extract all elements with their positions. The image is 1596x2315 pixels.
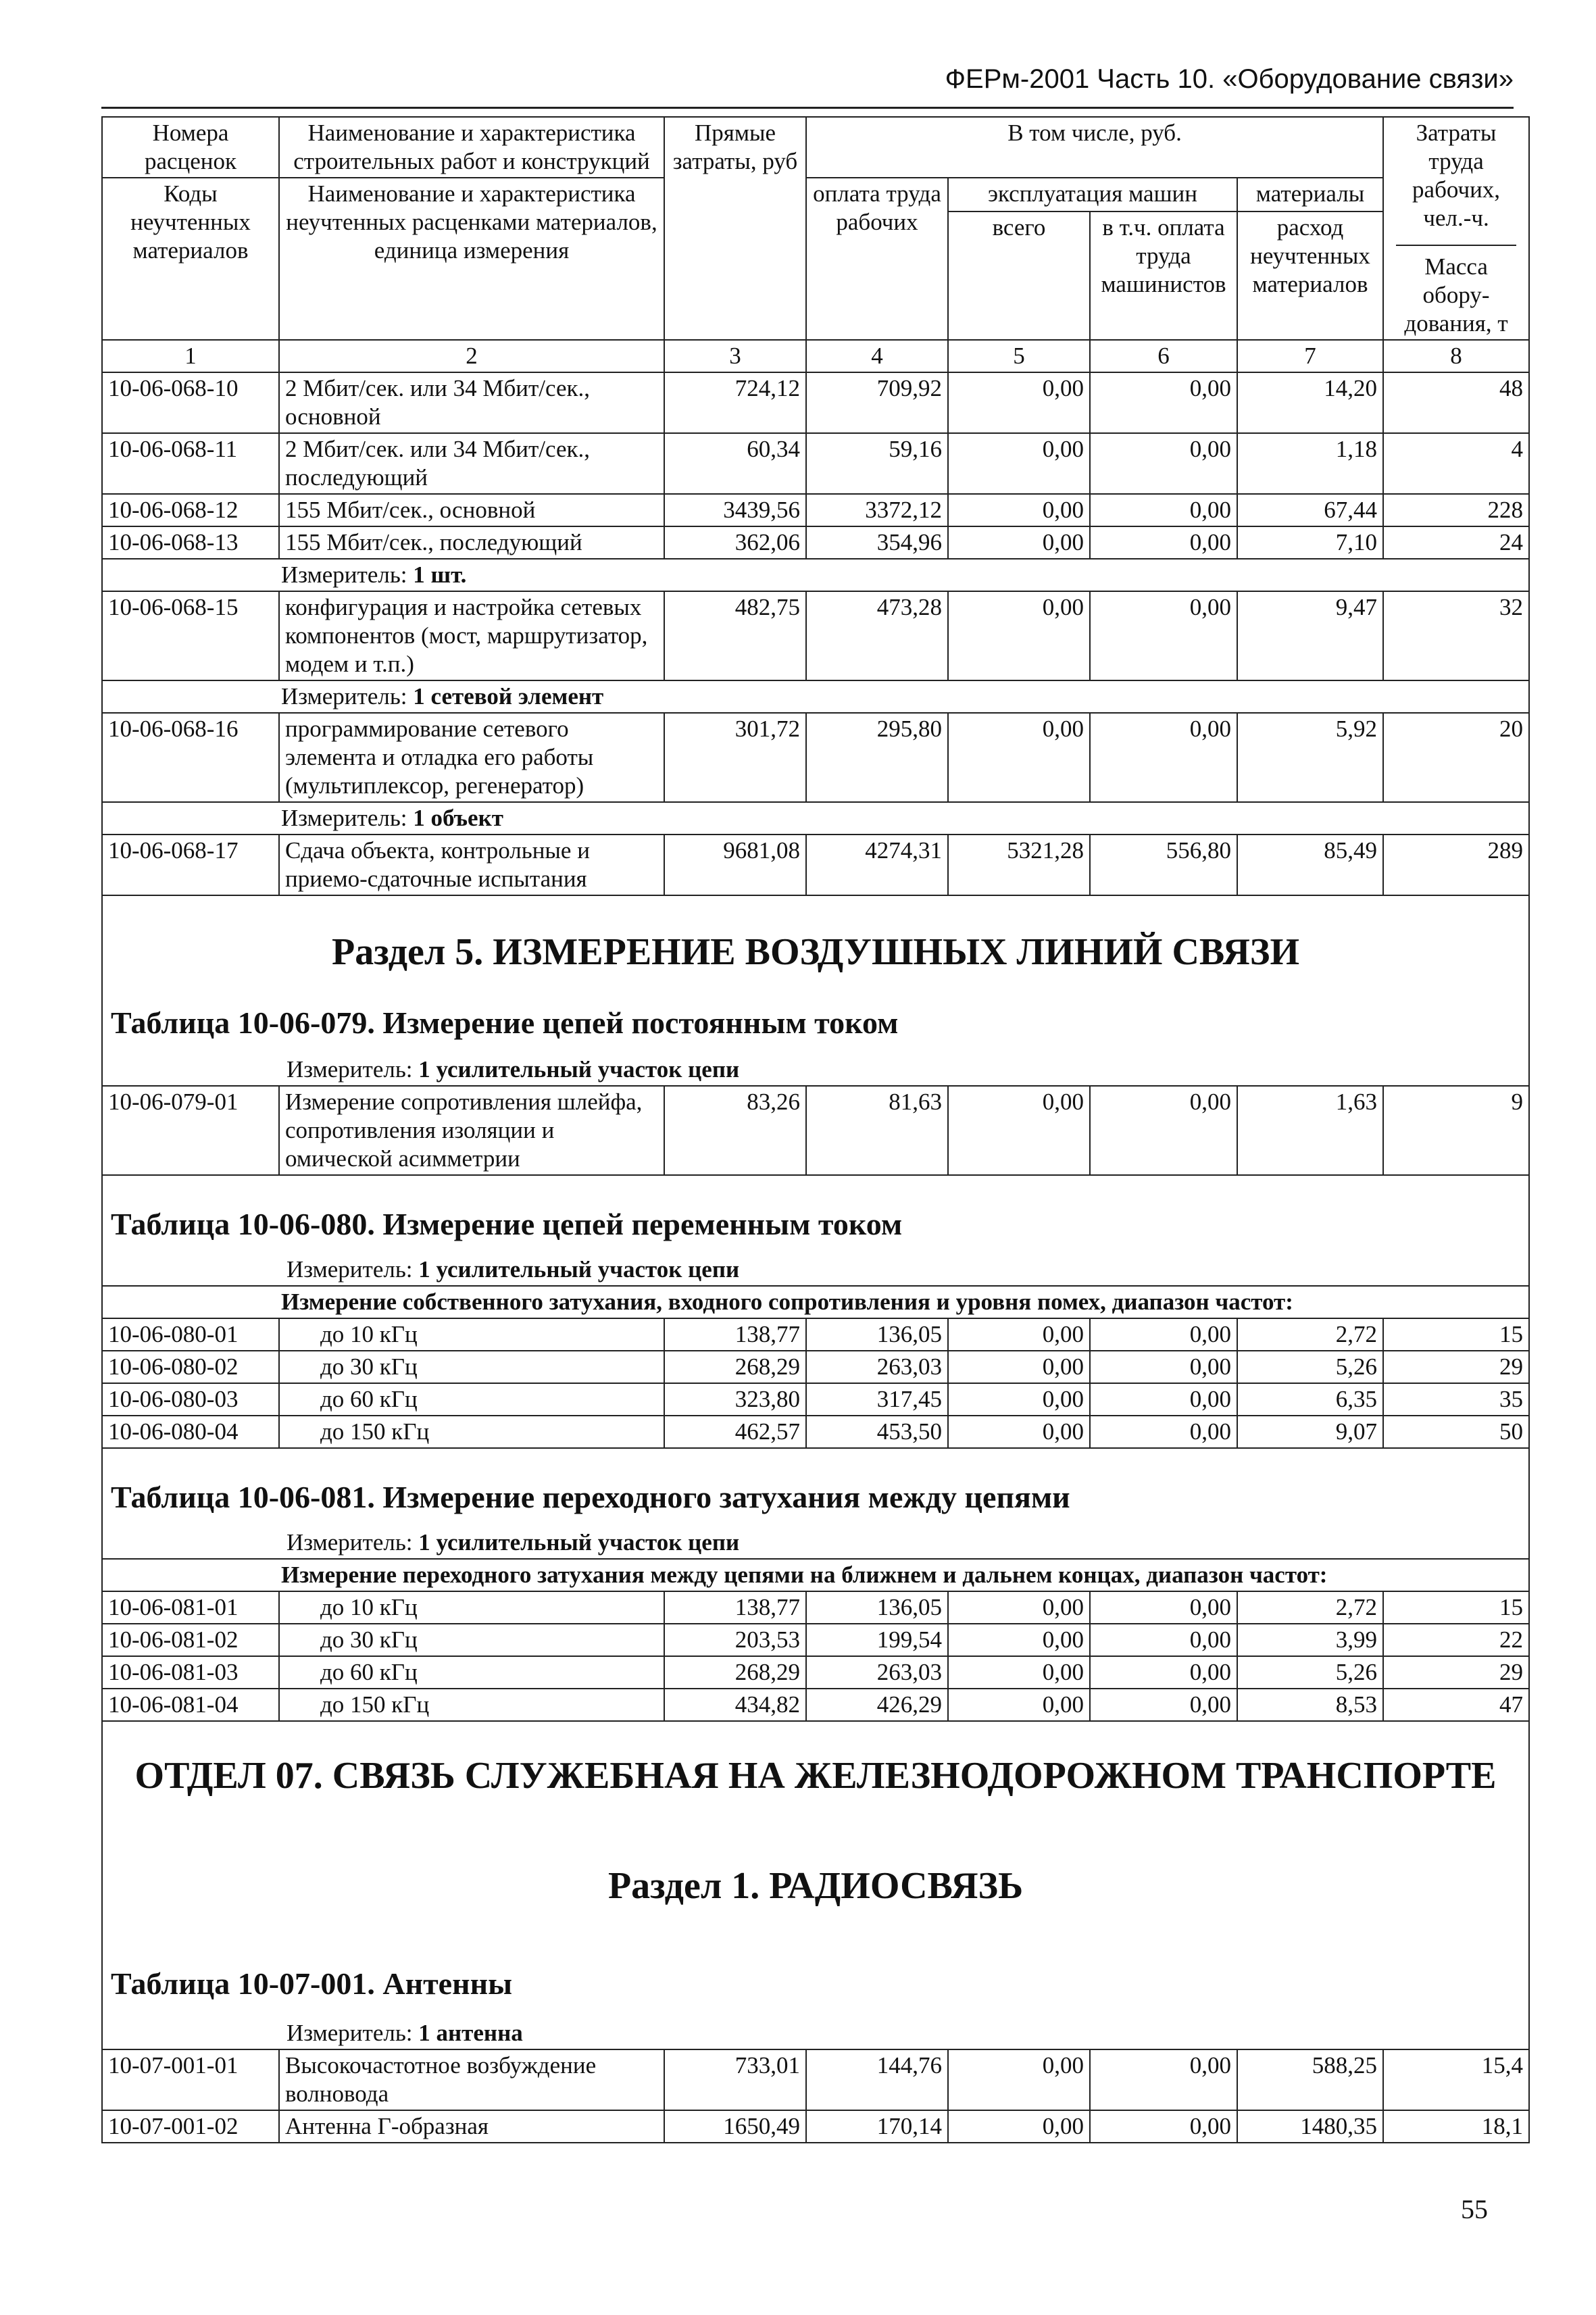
running-head: ФЕРм-2001 Часть 10. «Оборудование связи» — [101, 59, 1514, 109]
machinists-pay: 556,80 — [1090, 835, 1237, 895]
materials-cost: 7,10 — [1237, 526, 1383, 559]
labor-hours: 32 — [1383, 591, 1529, 680]
header-equipment-mass: Масса обору-дования, т — [1404, 253, 1508, 337]
measure-unit-row — [102, 680, 1529, 713]
measure-unit-value: 1 усилительный участок цепи — [418, 1256, 740, 1283]
labor-hours: 24 — [1383, 526, 1529, 559]
measure-unit-label: Измеритель: — [286, 2020, 413, 2046]
rate-code: 10-06-080-03 — [102, 1383, 279, 1416]
table-row — [102, 372, 1529, 433]
table-079-title: Таблица 10-06-079. Измерение цепей постоянным током — [111, 1005, 899, 1040]
page-number: 55 — [1461, 2194, 1488, 2224]
direct-costs: 138,77 — [664, 1591, 806, 1624]
labor-hours: 18,1 — [1383, 2110, 1529, 2143]
labor-pay: 263,03 — [806, 1656, 948, 1689]
machines-total: 0,00 — [948, 1086, 1090, 1175]
direct-costs: 482,75 — [664, 591, 806, 680]
machines-total: 0,00 — [948, 2049, 1090, 2110]
column-number: 8 — [1383, 340, 1529, 372]
group-row — [102, 1559, 1529, 1591]
machines-total: 0,00 — [948, 433, 1090, 494]
measure-unit-value: 1 шт. — [413, 562, 467, 588]
table-row — [102, 433, 1529, 494]
header-materials-usage: расход неучтенных материалов — [1237, 211, 1383, 340]
measure-unit-label: Измеритель: — [281, 805, 407, 831]
direct-costs: 83,26 — [664, 1086, 806, 1175]
labor-hours: 9 — [1383, 1086, 1529, 1175]
materials-cost: 9,07 — [1237, 1416, 1383, 1448]
labor-pay: 136,05 — [806, 1591, 948, 1624]
machines-total: 0,00 — [948, 2110, 1090, 2143]
labor-pay: 473,28 — [806, 591, 948, 680]
group-heading: Измерение переходного затухания между цепями на ближнем и дальнем концах, диапазон частот: — [102, 1559, 1529, 1591]
labor-pay: 144,76 — [806, 2049, 948, 2110]
rates-table-container — [101, 116, 1528, 2143]
machines-total: 5321,28 — [948, 835, 1090, 895]
machinists-pay: 0,00 — [1090, 713, 1237, 802]
direct-costs: 323,80 — [664, 1383, 806, 1416]
measure-unit — [108, 1528, 1523, 1557]
rate-code: 10-06-068-10 — [102, 372, 279, 433]
materials-cost: 3,99 — [1237, 1624, 1383, 1656]
labor-pay: 199,54 — [806, 1624, 948, 1656]
rate-code: 10-06-080-02 — [102, 1351, 279, 1383]
machinists-pay: 0,00 — [1090, 1383, 1237, 1416]
materials-cost: 14,20 — [1237, 372, 1383, 433]
machinists-pay: 0,00 — [1090, 1689, 1237, 1721]
materials-cost: 5,92 — [1237, 713, 1383, 802]
direct-costs: 268,29 — [664, 1656, 806, 1689]
labor-pay: 136,05 — [806, 1318, 948, 1351]
column-number: 2 — [279, 340, 664, 372]
labor-hours: 289 — [1383, 835, 1529, 895]
header-group-total: В том числе, руб. — [806, 117, 1383, 178]
direct-costs: 301,72 — [664, 713, 806, 802]
section-block — [102, 895, 1529, 1086]
labor-hours: 50 — [1383, 1416, 1529, 1448]
rate-code: 10-07-001-01 — [102, 2049, 279, 2110]
table-row — [102, 1656, 1529, 1689]
spacer — [108, 2004, 1523, 2019]
column-number: 4 — [806, 340, 948, 372]
spacer — [108, 1723, 1523, 1750]
measure-unit — [108, 1055, 1523, 1084]
measure-unit-row — [102, 559, 1529, 591]
measure-unit — [108, 1255, 1523, 1284]
rate-name: до 150 кГц — [279, 1416, 664, 1448]
labor-hours: 15,4 — [1383, 2049, 1529, 2110]
labor-pay: 4274,31 — [806, 835, 948, 895]
section-block — [102, 1721, 1529, 2049]
rate-name: Сдача объекта, контрольные и приемо-сдаточные испытания — [279, 835, 664, 895]
machinists-pay: 0,00 — [1090, 2049, 1237, 2110]
rate-name: до 60 кГц — [279, 1656, 664, 1689]
machines-total: 0,00 — [948, 1383, 1090, 1416]
header-direct-costs: Прямые затраты, руб — [664, 117, 806, 340]
table-row — [102, 494, 1529, 526]
rate-code: 10-06-068-11 — [102, 433, 279, 494]
materials-cost: 85,49 — [1237, 835, 1383, 895]
rate-code: 10-06-080-01 — [102, 1318, 279, 1351]
rate-name: до 10 кГц — [279, 1318, 664, 1351]
rate-name: до 150 кГц — [279, 1689, 664, 1721]
group-row — [102, 1286, 1529, 1318]
rate-name: 2 Мбит/сек. или 34 Мбит/сек., последующий — [279, 433, 664, 494]
labor-pay: 170,14 — [806, 2110, 948, 2143]
rate-name: Измерение сопротивления шлейфа, сопротивления изоляции и омической асимметрии — [279, 1086, 664, 1175]
table-row — [102, 526, 1529, 559]
table-row — [102, 1624, 1529, 1656]
measure-unit-value: 1 сетевой элемент — [413, 683, 604, 710]
measure-unit — [102, 802, 1529, 835]
materials-cost: 1,18 — [1237, 433, 1383, 494]
rate-code: 10-06-068-12 — [102, 494, 279, 526]
section-block-cell — [102, 1721, 1529, 2049]
machinists-pay: 0,00 — [1090, 591, 1237, 680]
column-number: 1 — [102, 340, 279, 372]
table-row — [102, 1351, 1529, 1383]
rate-name: конфигурация и настройка сетевых компонентов (мост, маршрутизатор, модем и т.п.) — [279, 591, 664, 680]
machines-total: 0,00 — [948, 1689, 1090, 1721]
rate-name: 155 Мбит/сек., последующий — [279, 526, 664, 559]
table-081-title: Таблица 10-06-081. Измерение переходного затухания между цепями — [111, 1480, 1070, 1514]
spacer — [108, 1518, 1523, 1528]
rate-name: 155 Мбит/сек., основной — [279, 494, 664, 526]
labor-pay: 81,63 — [806, 1086, 948, 1175]
machinists-pay: 0,00 — [1090, 1624, 1237, 1656]
machines-total: 0,00 — [948, 1591, 1090, 1624]
labor-pay: 354,96 — [806, 526, 948, 559]
machinists-pay: 0,00 — [1090, 372, 1237, 433]
column-number: 5 — [948, 340, 1090, 372]
header-group-materials: материалы — [1237, 178, 1383, 211]
rate-name: до 10 кГц — [279, 1591, 664, 1624]
labor-hours: 29 — [1383, 1656, 1529, 1689]
direct-costs: 1650,49 — [664, 2110, 806, 2143]
section-1-title: Раздел 1. РАДИОСВЯЗЬ — [607, 1865, 1024, 1907]
rate-code: 10-06-081-03 — [102, 1656, 279, 1689]
section-block — [102, 1448, 1529, 1559]
rates-table — [101, 116, 1530, 2143]
table-row — [102, 1318, 1529, 1351]
measure-unit-label: Измеритель: — [281, 683, 407, 710]
measure-unit-label: Измеритель: — [286, 1529, 413, 1555]
measure-unit-label: Измеритель: — [286, 1056, 413, 1082]
direct-costs: 138,77 — [664, 1318, 806, 1351]
machines-total: 0,00 — [948, 494, 1090, 526]
materials-cost: 67,44 — [1237, 494, 1383, 526]
table-row — [102, 1591, 1529, 1624]
materials-cost: 5,26 — [1237, 1351, 1383, 1383]
materials-cost: 8,53 — [1237, 1689, 1383, 1721]
measure-unit — [108, 2019, 1523, 2047]
labor-pay: 3372,12 — [806, 494, 948, 526]
section-5-title: Раздел 5. ИЗМЕРЕНИЕ ВОЗДУШНЫХ ЛИНИЙ СВЯЗИ — [332, 931, 1300, 973]
header-machines-total: всего — [948, 211, 1090, 340]
spacer — [108, 1450, 1523, 1477]
header-group-machines: эксплуатация машин — [948, 178, 1237, 211]
machines-total: 0,00 — [948, 1624, 1090, 1656]
direct-costs: 724,12 — [664, 372, 806, 433]
measure-unit-label: Измеритель: — [286, 1256, 413, 1283]
table-row — [102, 591, 1529, 680]
machinists-pay: 0,00 — [1090, 433, 1237, 494]
labor-hours: 20 — [1383, 713, 1529, 802]
spacer — [108, 1910, 1523, 1964]
labor-pay: 709,92 — [806, 372, 948, 433]
section-block-cell — [102, 895, 1529, 1086]
spacer — [108, 976, 1523, 1003]
rate-code: 10-06-081-02 — [102, 1624, 279, 1656]
table-row — [102, 2049, 1529, 2110]
labor-hours: 48 — [1383, 372, 1529, 433]
measure-unit-label: Измеритель: — [281, 562, 407, 588]
rate-code: 10-06-068-17 — [102, 835, 279, 895]
header-labor-hours — [1383, 117, 1529, 340]
labor-hours: 47 — [1383, 1689, 1529, 1721]
labor-pay: 263,03 — [806, 1351, 948, 1383]
machinists-pay: 0,00 — [1090, 494, 1237, 526]
rate-code: 10-06-068-16 — [102, 713, 279, 802]
table-row — [102, 835, 1529, 895]
table-row — [102, 713, 1529, 802]
materials-cost: 9,47 — [1237, 591, 1383, 680]
machines-total: 0,00 — [948, 1351, 1090, 1383]
machinists-pay: 0,00 — [1090, 1591, 1237, 1624]
labor-hours: 228 — [1383, 494, 1529, 526]
table-row — [102, 1383, 1529, 1416]
rate-name: до 30 кГц — [279, 1351, 664, 1383]
header-labor-pay: оплата труда рабочих — [806, 178, 948, 340]
direct-costs: 3439,56 — [664, 494, 806, 526]
labor-pay: 317,45 — [806, 1383, 948, 1416]
machines-total: 0,00 — [948, 591, 1090, 680]
section-block-cell — [102, 1175, 1529, 1286]
rate-code: 10-07-001-02 — [102, 2110, 279, 2143]
table-row — [102, 1416, 1529, 1448]
header-machinists-pay: в т.ч. оплата труда машинистов — [1090, 211, 1237, 340]
header-labor-hours-top: Затраты труда рабочих, чел.-ч. — [1412, 120, 1501, 231]
rate-name: Высокочастотное возбуждение волновода — [279, 2049, 664, 2110]
labor-pay: 295,80 — [806, 713, 948, 802]
measure-unit-value: 1 антенна — [418, 2020, 523, 2046]
rate-code: 10-06-080-04 — [102, 1416, 279, 1448]
materials-cost: 588,25 — [1237, 2049, 1383, 2110]
rate-code: 10-06-081-01 — [102, 1591, 279, 1624]
header-row-2 — [102, 178, 1529, 211]
labor-hours: 4 — [1383, 433, 1529, 494]
labor-hours: 29 — [1383, 1351, 1529, 1383]
spacer — [108, 1043, 1523, 1055]
table-row — [102, 1086, 1529, 1175]
direct-costs: 9681,08 — [664, 835, 806, 895]
labor-pay: 426,29 — [806, 1689, 948, 1721]
table-080-title: Таблица 10-06-080. Измерение цепей переменным током — [111, 1207, 903, 1241]
rate-name: Антенна Г-образная — [279, 2110, 664, 2143]
column-number: 6 — [1090, 340, 1237, 372]
labor-hours: 15 — [1383, 1318, 1529, 1351]
machines-total: 0,00 — [948, 372, 1090, 433]
machines-total: 0,00 — [948, 1318, 1090, 1351]
table-07001-title: Таблица 10-07-001. Антенны — [111, 1966, 513, 2001]
machinists-pay: 0,00 — [1090, 2110, 1237, 2143]
section-block — [102, 1175, 1529, 1286]
section-block-cell — [102, 1448, 1529, 1559]
rate-name: программирование сетевого элемента и отладка его работы (мультиплексор, регенератор) — [279, 713, 664, 802]
measure-unit — [102, 559, 1529, 591]
machines-total: 0,00 — [948, 526, 1090, 559]
group-heading: Измерение собственного затухания, входного сопротивления и уровня помех, диапазон частот: — [102, 1286, 1529, 1318]
machines-total: 0,00 — [948, 1416, 1090, 1448]
materials-cost: 2,72 — [1237, 1591, 1383, 1624]
direct-costs: 462,57 — [664, 1416, 806, 1448]
machinists-pay: 0,00 — [1090, 1656, 1237, 1689]
direct-costs: 733,01 — [664, 2049, 806, 2110]
header-name-bottom: Наименование и характеристика неучтенных расценками материалов, единица измерения — [279, 178, 664, 340]
rate-name: 2 Мбит/сек. или 34 Мбит/сек., основной — [279, 372, 664, 433]
machinists-pay: 0,00 — [1090, 1318, 1237, 1351]
table-row — [102, 2110, 1529, 2143]
direct-costs: 362,06 — [664, 526, 806, 559]
spacer — [108, 1177, 1523, 1204]
header-row-1 — [102, 117, 1529, 178]
measure-unit-row — [102, 802, 1529, 835]
rate-code: 10-06-068-15 — [102, 591, 279, 680]
rate-code: 10-06-068-13 — [102, 526, 279, 559]
materials-cost: 5,26 — [1237, 1656, 1383, 1689]
machinists-pay: 0,00 — [1090, 1416, 1237, 1448]
header-codes-top: Номера расценок — [102, 117, 279, 178]
machines-total: 0,00 — [948, 713, 1090, 802]
measure-unit-value: 1 усилительный участок цепи — [418, 1056, 740, 1082]
machinists-pay: 0,00 — [1090, 1086, 1237, 1175]
measure-unit-value: 1 усилительный участок цепи — [418, 1529, 740, 1555]
spacer — [108, 897, 1523, 928]
materials-cost: 6,35 — [1237, 1383, 1383, 1416]
labor-hours: 15 — [1383, 1591, 1529, 1624]
labor-hours: 35 — [1383, 1383, 1529, 1416]
rate-code: 10-06-081-04 — [102, 1689, 279, 1721]
header-rule — [1396, 245, 1516, 246]
materials-cost: 2,72 — [1237, 1318, 1383, 1351]
labor-hours: 22 — [1383, 1624, 1529, 1656]
rate-code: 10-06-079-01 — [102, 1086, 279, 1175]
table-row — [102, 1689, 1529, 1721]
rate-name: до 60 кГц — [279, 1383, 664, 1416]
column-number: 3 — [664, 340, 806, 372]
measure-unit — [102, 680, 1529, 713]
header-name-top: Наименование и характеристика строительных работ и конструкций — [279, 117, 664, 178]
materials-cost: 1,63 — [1237, 1086, 1383, 1175]
labor-pay: 453,50 — [806, 1416, 948, 1448]
direct-costs: 434,82 — [664, 1689, 806, 1721]
header-codes-bottom: Коды неучтенных материалов — [102, 178, 279, 340]
spacer — [108, 1245, 1523, 1255]
column-number-row — [102, 340, 1529, 372]
machinists-pay: 0,00 — [1090, 526, 1237, 559]
measure-unit-value: 1 объект — [413, 805, 503, 831]
machines-total: 0,00 — [948, 1656, 1090, 1689]
machinists-pay: 0,00 — [1090, 1351, 1237, 1383]
materials-cost: 1480,35 — [1237, 2110, 1383, 2143]
direct-costs: 268,29 — [664, 1351, 806, 1383]
labor-pay: 59,16 — [806, 433, 948, 494]
dept-07-title: ОТДЕЛ 07. СВЯЗЬ СЛУЖЕБНАЯ НА ЖЕЛЕЗНОДОРОЖНОМ ТРАНСПОРТЕ — [134, 1755, 1497, 1797]
rate-name: до 30 кГц — [279, 1624, 664, 1656]
column-number: 7 — [1237, 340, 1383, 372]
direct-costs: 60,34 — [664, 433, 806, 494]
spacer — [108, 1801, 1523, 1862]
direct-costs: 203,53 — [664, 1624, 806, 1656]
